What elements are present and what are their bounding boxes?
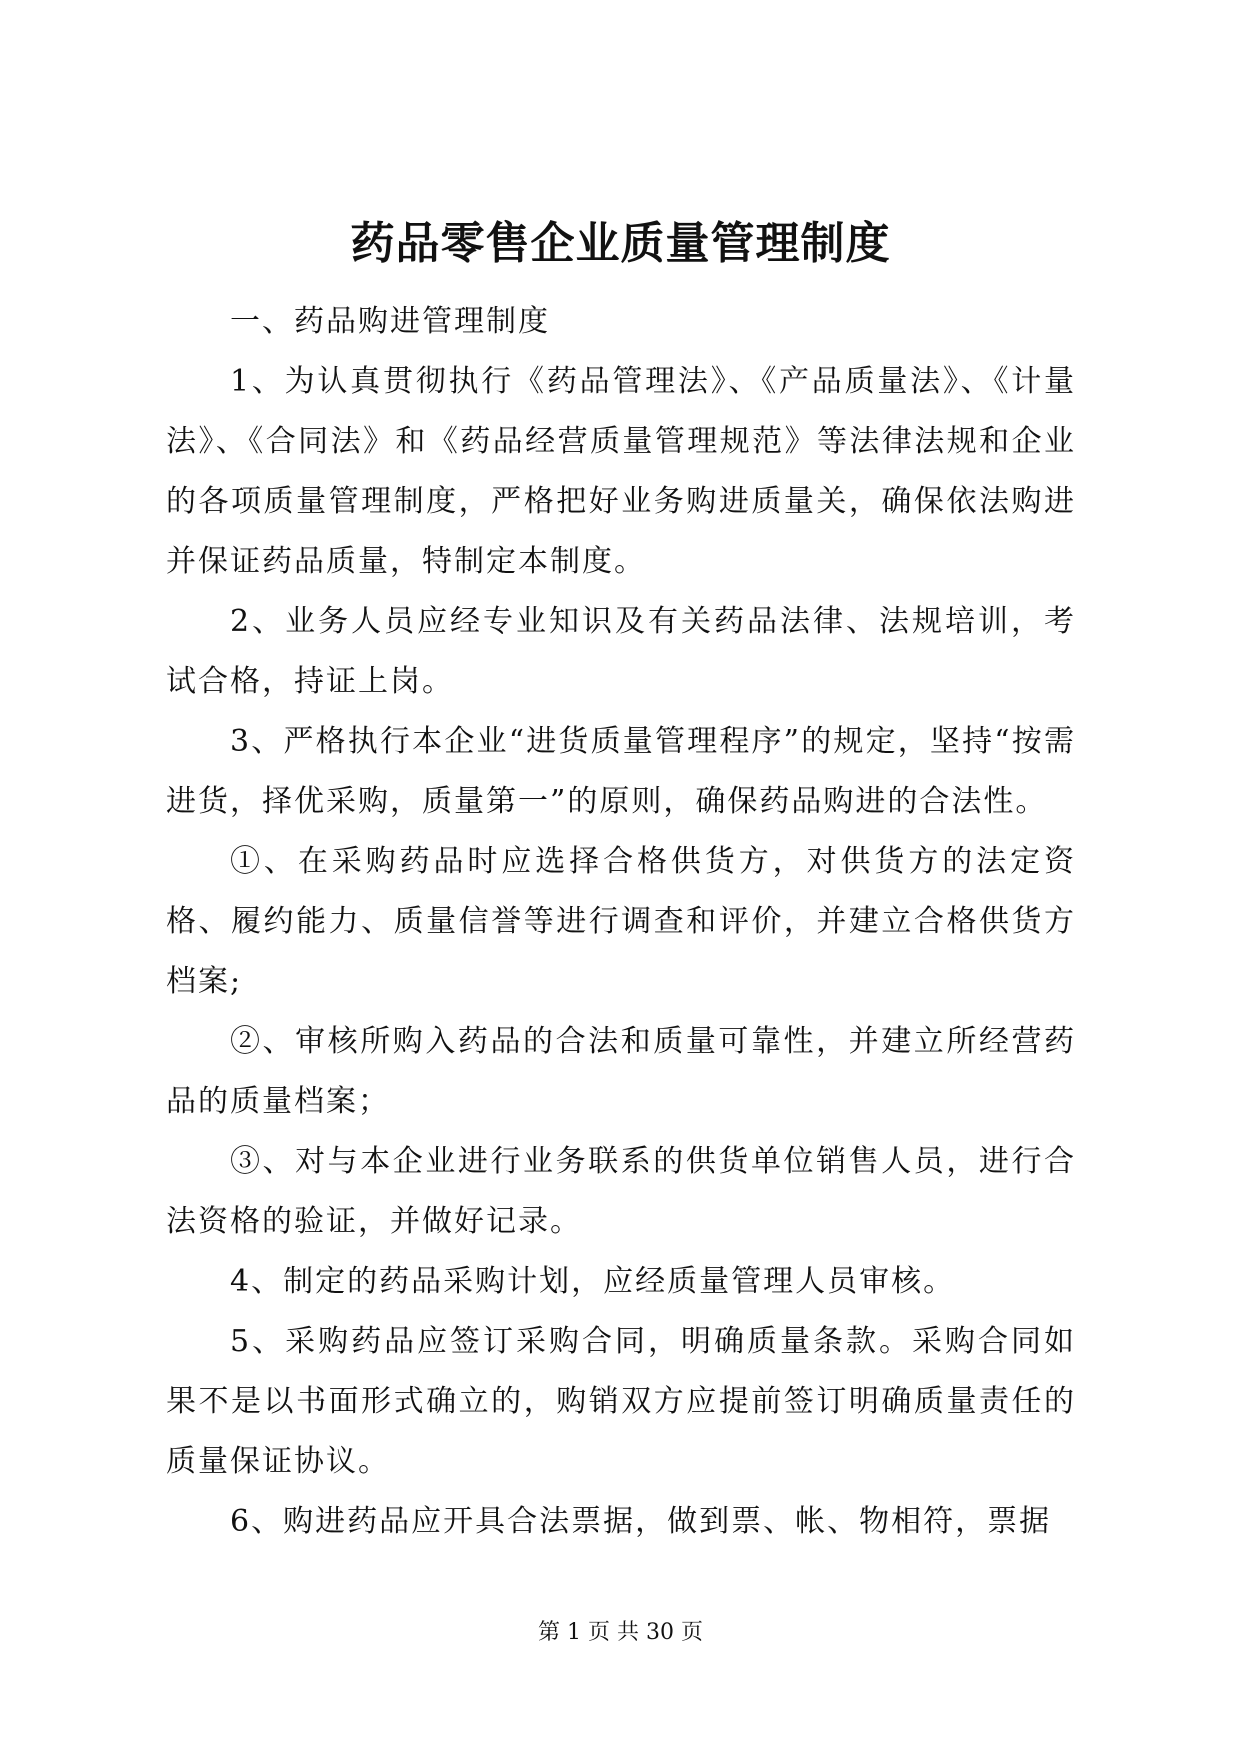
paragraph: 2、业务人员应经专业知识及有关药品法律、法规培训，考试合格，持证上岗。 [166,604,1076,699]
paragraph: 4、制定的药品采购计划，应经质量管理人员审核。 [230,1264,956,1299]
paragraph: 1、为认真贯彻执行《药品管理法》、《产品质量法》、《计量法》、《合同法》和《药品经营质量管理规范》等法律法规和企业的各项质量管理制度，严格把好业务购进质量关，确保依法购进并保证药品质量，特制定本制度。 [166,364,1076,579]
paragraph: 3、严格执行本企业“进货质量管理程序”的规定，坚持“按需进货，择优采购，质量第一”的原则，确保药品购进的合法性。 [166,724,1076,819]
section-heading: 一、药品购进管理制度 [230,304,550,339]
paragraph: ②、审核所购入药品的合法和质量可靠性，并建立所经营药品的质量档案； [166,1024,1076,1119]
document-title: 药品零售企业质量管理制度 [350,218,891,269]
paragraph: ①、在采购药品时应选择合格供货方，对供货方的法定资格、履约能力、质量信誉等进行调查和评价，并建立合格供货方档案; [166,844,1076,999]
paragraph: 5、采购药品应签订采购合同，明确质量条款。采购合同如果不是以书面形式确立的，购销双方应提前签订明确质量责任的质量保证协议。 [166,1324,1076,1479]
document-body [166,292,1076,1552]
page-footer: 第 1 页 共 30 页 [538,1620,703,1645]
paragraph: ③、对与本企业进行业务联系的供货单位销售人员，进行合法资格的验证，并做好记录。 [166,1144,1076,1239]
paragraph: 6、购进药品应开具合法票据，做到票、帐、物相符，票据 [230,1504,1052,1539]
